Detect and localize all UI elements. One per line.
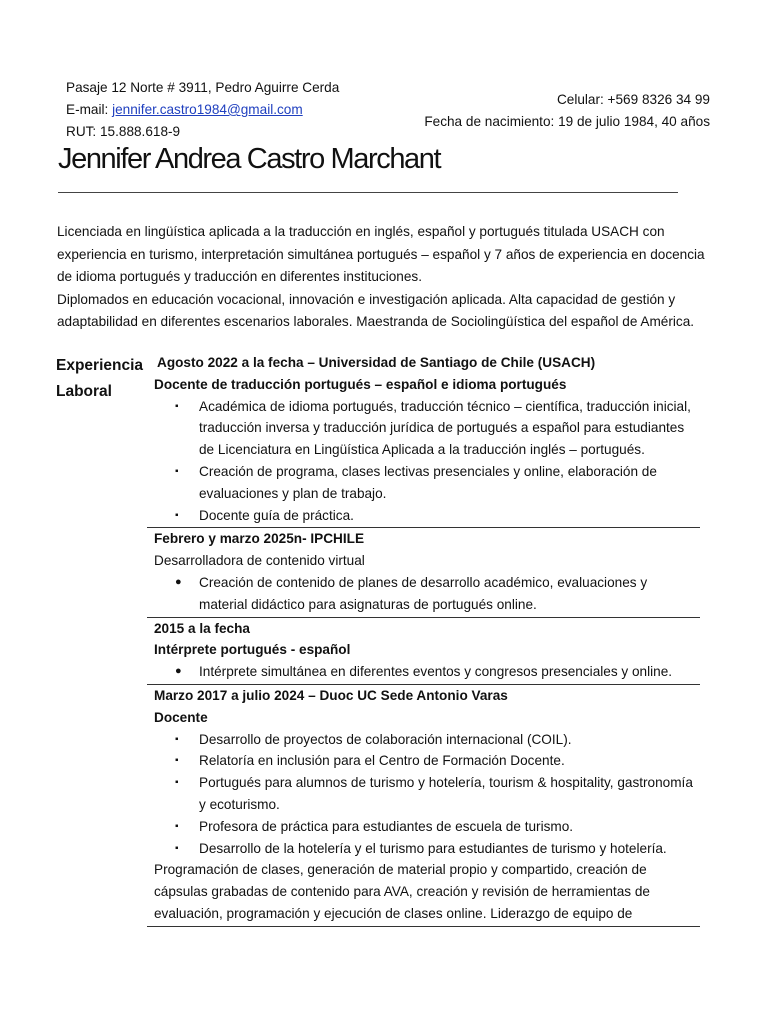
bullet-item: [154, 396, 694, 461]
profile-summary: [57, 221, 707, 334]
entry-heading: 2015 a la fecha: [154, 620, 250, 636]
round-bullet-icon: ●: [175, 575, 182, 588]
bullet-text: Académica de idioma portugués, traducción técnico – científica, traducción inicial, traducción inversa y traducción jurídica de portugués a español para estudiantes de Licenciatura en Lingüística Aplicada a la traducción inglés – portugués.: [199, 398, 691, 458]
bullet-text: Creación de contenido de planes de desarrollo académico, evaluaciones y material didáctico para asignaturas de portugués online.: [199, 574, 648, 612]
square-bullet-icon: ▪: [175, 842, 179, 854]
bullet-item: [154, 461, 694, 505]
section-label-line-2: Laboral: [56, 383, 112, 400]
bullet-item: [154, 816, 694, 838]
entry-heading: Marzo 2017 a julio 2024 – Duoc UC Sede Antonio Varas: [154, 687, 508, 703]
email-link[interactable]: jennifer.castro1984@gmail.com: [112, 102, 303, 117]
experience-list: [147, 352, 700, 927]
bullet-item: [154, 572, 694, 616]
header-divider: [58, 192, 678, 193]
entry-description: Programación de clases, generación de material propio y compartido, creación de cápsulas grabadas de contenido para AVA, creación y revisión de herramientas de evaluación, programación y ejecución de clases online. Liderazgo de equipo de: [154, 862, 650, 921]
summary-paragraph-1: Licenciada en lingüística aplicada a la traducción en inglés, español y portugués titulada USACH con experiencia en turismo, interpretación simultánea portugués – español y 7 años de experiencia en docencia de idioma portugués y traducción en diferentes instituciones.: [57, 224, 705, 284]
summary-paragraph-2: Diplomados en educación vocacional, innovación e investigación aplicada. Alta capacidad de gestión y adaptabilidad en diferentes escenarios laborales. Maestranda de Sociolingüística del español de América.: [57, 291, 695, 329]
square-bullet-icon: ▪: [175, 777, 179, 789]
bullet-text: Portugués para alumnos de turismo y hotelería, tourism & hospitality, gastronomía y ecoturismo.: [199, 775, 693, 812]
section-label-line-1: Experiencia: [56, 357, 144, 374]
bullet-text: Profesora de práctica para estudiantes de escuela de turismo.: [199, 818, 574, 834]
contact-block-left: [66, 77, 339, 143]
square-bullet-icon: ▪: [175, 755, 179, 767]
bullet-text: Desarrollo de la hotelería y el turismo para estudiantes de turismo y hotelería.: [199, 840, 667, 856]
entry-bullets: [154, 572, 694, 616]
square-bullet-icon: ▪: [175, 509, 179, 521]
bullet-item: [154, 505, 694, 527]
entry-bullets: [154, 396, 694, 527]
entry-heading: Agosto 2022 a la fecha – Universidad de Santiago de Chile (USACH): [157, 355, 596, 370]
bullet-text: Desarrollo de proyectos de colaboración internacional (COIL).: [199, 731, 572, 747]
email-line: [66, 99, 339, 121]
birth-text: Fecha de nacimiento: 19 de julio 1984, 40 años: [424, 113, 710, 129]
experience-entry: [147, 684, 700, 927]
entry-role: Intérprete portugués - español: [154, 642, 351, 658]
candidate-name: Jennifer Andrea Castro Marchant: [58, 143, 441, 175]
bullet-item: [154, 729, 694, 751]
entry-heading: Febrero y marzo 2025n- IPCHILE: [154, 531, 365, 547]
email-label: E-mail:: [66, 102, 113, 117]
bullet-item: [154, 772, 694, 816]
section-label-experience: [56, 353, 146, 405]
entry-bullets: [154, 661, 694, 683]
entry-role: Desarrolladora de contenido virtual: [154, 553, 365, 569]
entry-role: Docente: [154, 709, 208, 725]
bullet-text: Relatoría en inclusión para el Centro de Formación Docente.: [199, 753, 565, 769]
bullet-item: [154, 750, 694, 772]
address-text: Pasaje 12 Norte # 3911, Pedro Aguirre Cerda: [66, 80, 340, 95]
phone-text: Celular: +569 8326 34 99: [556, 92, 710, 107]
entry-bullets: [154, 729, 694, 860]
bullet-text: Creación de programa, clases lectivas presenciales y online, elaboración de evaluaciones y plan de trabajo.: [199, 463, 657, 501]
bullet-item: [154, 838, 694, 860]
contact-block-right: [424, 89, 710, 132]
square-bullet-icon: ▪: [175, 400, 179, 412]
square-bullet-icon: ▪: [175, 465, 179, 477]
experience-entry: [147, 617, 700, 684]
square-bullet-icon: ▪: [175, 733, 179, 745]
experience-entry: [147, 352, 700, 527]
square-bullet-icon: ▪: [175, 820, 179, 832]
bullet-text: Docente guía de práctica.: [199, 507, 354, 523]
entry-role: Docente de traducción portugués – español e idioma portugués: [154, 376, 567, 392]
bullet-text: Intérprete simultánea en diferentes eventos y congresos presenciales y online.: [199, 664, 673, 680]
bullet-item: [154, 661, 694, 683]
rut-text: RUT: 15.888.618-9: [66, 124, 181, 139]
experience-entry: [147, 527, 700, 616]
round-bullet-icon: ●: [175, 665, 182, 678]
